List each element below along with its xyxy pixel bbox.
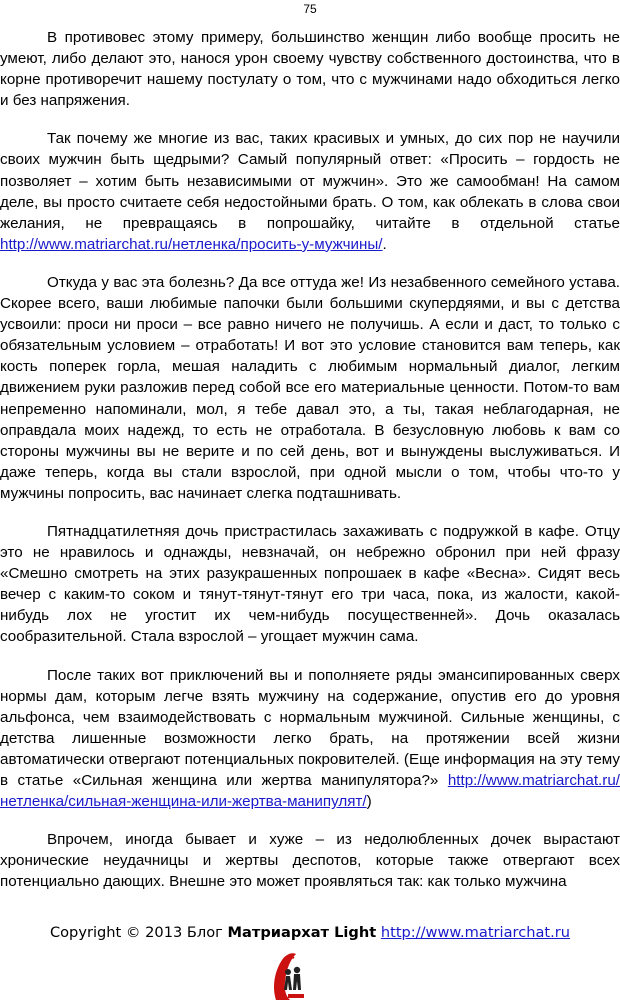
paragraph-tail: ) — [366, 793, 372, 811]
paragraph-4 — [0, 521, 620, 648]
document-body — [0, 27, 620, 909]
page-number: 75 — [303, 2, 317, 16]
paragraph-text: Так почему же многие из вас, таких красивых и умных, до сих пор не научили своих мужчин быть щедрыми? Самый популярный ответ: «Просить – гордость не позволяет – хотим быть независимыми от мужчин». Это же самообман! На самом деле, вы просто считаете себя недостойными брать. О том, как облекать в слова свои желания, не превращаясь в попрошайку, читайте в отдельной статье — [0, 130, 620, 232]
footer-site-link[interactable]: http://www.matriarchat.ru — [380, 924, 571, 941]
paragraph-text: Впрочем, иногда бывает и хуже – из недолюбленных дочек вырастают хронические неудачницы и жертвы деспотов, которые также отвергают всех потенциально дающих. Внешне это может проявляться так: как только мужчина — [0, 831, 620, 891]
matriarchat-logo-icon — [268, 950, 312, 1002]
paragraph-text: В противовес этому примеру, большинство женщин либо вообще просить не умеют, либо делают это, нанося урон своему чувству собственного достоинства, что в корне противоречит нашему постулату о том, что с мужчинами надо обходиться легко и без напряжения. — [0, 29, 620, 110]
article-link-ask-man[interactable]: http://www.matriarchat.ru/нетленка/просить-у-мужчины/ — [0, 235, 383, 253]
paragraph-text: Пятнадцатилетняя дочь пристрастилась захаживать с подружкой в кафе. Отцу это не нравилось и однажды, невзначай, он небрежно обронил при ней фразу «Смешно смотреть на этих разукрашенных попрошаек в кафе «Весна». Сидят весь вечер с каким-то соком и тянут-тянут-тянут его три часа, пока, из жалости, какой-нибудь лох не угостит их чем-нибудь посущественней». Дочь оказалась сообразительной. Стала взрослой – угощает мужчин сама. — [0, 522, 620, 646]
paragraph-6 — [0, 829, 620, 892]
paragraph-3 — [0, 272, 620, 504]
paragraph-2 — [0, 128, 620, 255]
copyright-prefix: Copyright © 2013 Блог — [49, 924, 228, 941]
footer-copyright — [0, 924, 620, 941]
article-link-strong-woman[interactable]: http://www.matriarchat.ru/нетленка/сильная-женщина-или-жертва-манипулят/ — [0, 772, 620, 811]
paragraph-1 — [0, 27, 620, 111]
paragraph-text: Откуда у вас эта болезнь? Да все оттуда же! Из незабвенного семейного устава. Скорее всего, ваши любимые папочки были большими скупердяями, и вы с детства усвоили: проси ни проси – все равно ничего не получишь. А если и даст, то только с обязательным условием – отработать! И вот это условие становится вам теперь, как кость поперек горла, мешая наладить с любимым нормальный диалог, легким движением руки разложив перед собой все его материальные ценности. Потом-то вам непременно напоминали, мол, я тебе давал это, а ты, такая неблагодарная, не оправдала моих надежд, то есть не отработала. В безусловную любовь к вам со стороны мужчины вы не верите и по сей день, вот и вынуждены выслуживаться. И даже теперь, когда вы стали взрослой, при одной мысли о том, чтобы что-то у мужчины попросить, вас начинает слегка подташнивать. — [0, 273, 620, 502]
paragraph-text: После таких вот приключений вы и пополняете ряды эмансипированных сверх нормы дам, которым легче взять мужчину на содержание, опустив его до уровня альфонса, чем взаимодействовать с нормальным мужчиной. Сильные женщины, с детства лишенные возможности легко брать, на протяжении всей жизни автоматически отвергают потенциальных покровителей. (Еще информация на эту тему в статье «Сильная женщина или жертва манипулятора?» — [0, 666, 620, 789]
paragraph-tail: . — [382, 235, 387, 253]
paragraph-5 — [0, 665, 620, 813]
blog-brand-name: Матриархат Light — [227, 924, 377, 941]
